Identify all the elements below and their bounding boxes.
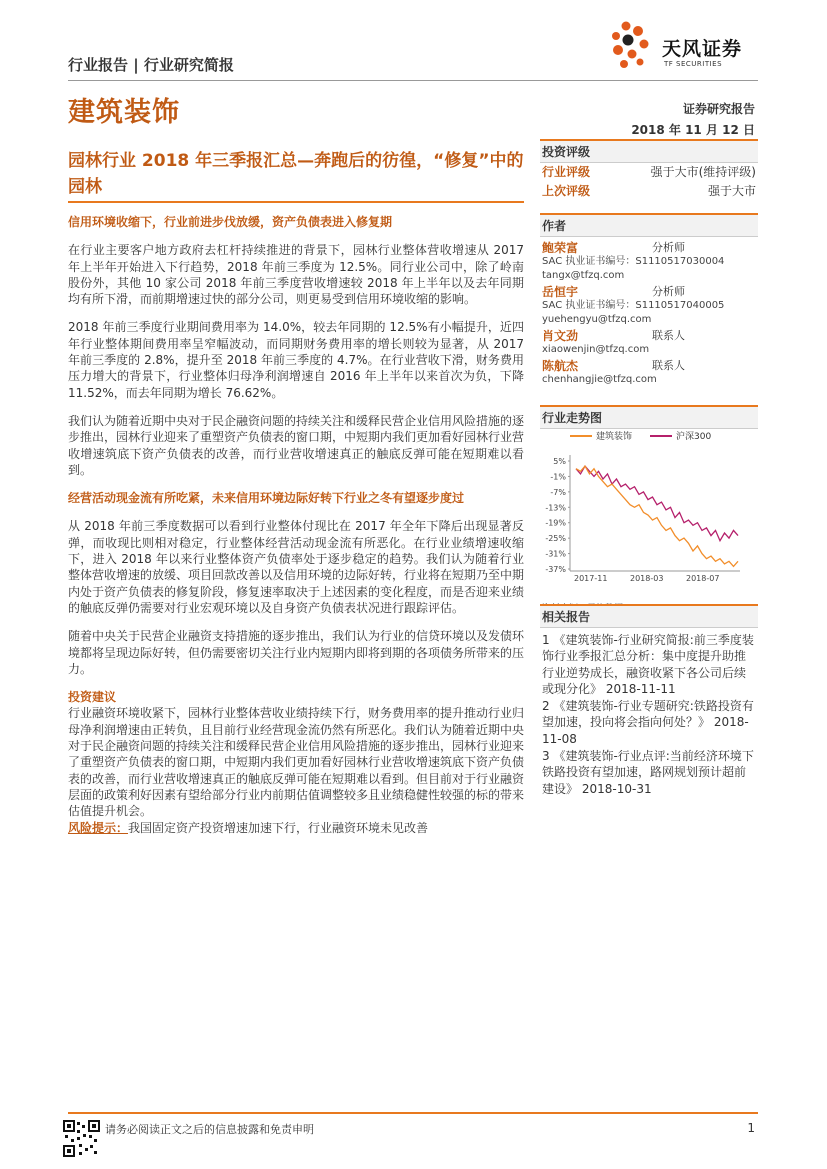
author-cert: SAC 执业证书编号：S1110517030004 [542, 256, 725, 267]
x-tick-label: 2018-03 [630, 574, 664, 583]
related-item-date: 2018-11-11 [605, 681, 676, 696]
trend-section-title: 行业走势图 [540, 405, 758, 429]
risk-label: 风险提示： [68, 820, 129, 835]
industry-rating-label: 行业评级 [542, 165, 591, 179]
paragraph: 2018 年前三季度行业期间费用率为 14.0%，较去年同期的 12.5%有小幅提升，近四年行业整体期间费用率呈窄幅波动，而同期财务费用率的增长则较为显著，从 2017 年前三季度的 2.8%，提升至 2018 年前三季度的 4.7%。在行业营收下滑，财务费用压力增大的背景下，行业整体归母净利润增速自 2016 年上半年以来首次为负，下降 11.52%，而去年同期为增长 76.62%。 [68, 320, 524, 400]
author-email[interactable]: xiaowenjin@tfzq.com [542, 344, 650, 355]
report-date: 2018 年 11 月 12 日 [631, 123, 755, 137]
tf-securities-logo [608, 20, 768, 72]
paragraph: 随着中央关于民营企业融资支持措施的逐步推出，我们认为行业的信贷环境以及发债环境都将呈现边际好转，但仍需要密切关注行业内短期内即将到期的各项债务所带来的压力。 [68, 629, 525, 676]
related-item[interactable] [542, 748, 756, 797]
related-item[interactable] [542, 632, 756, 697]
logo-text: 天风证券 [662, 38, 743, 60]
risk-text: 我国固定资产投资增速加速下行，行业融资环境未见改善 [128, 820, 429, 835]
related-list [540, 628, 758, 797]
title-divider [68, 201, 524, 203]
related-item-text: 1 《建筑装饰-行业研究简报:前三季度装饰行业季报汇总分析：集中度提升助推行业逆势成长，融资收紧下各公司后续或现分化》 [542, 633, 754, 696]
author-name: 肖文劲 [542, 329, 579, 343]
related-item[interactable] [542, 698, 756, 747]
prev-rating-label: 上次评级 [542, 184, 591, 198]
author-entry [540, 329, 758, 357]
related-box [540, 604, 758, 798]
invest-heading: 投资建议 [68, 690, 117, 705]
author-role: 联系人 [652, 329, 685, 342]
x-tick-label: 2018-07 [686, 574, 720, 583]
author-role: 联系人 [652, 359, 685, 372]
authors-section-title: 作者 [540, 213, 758, 237]
header-divider [68, 80, 758, 81]
footer-disclaimer: 请务必阅读正文之后的信息披露和免责申明 [105, 1123, 314, 1136]
related-item-date: 2018-11-08 [542, 715, 749, 746]
y-tick-label: -37% [545, 565, 566, 574]
related-item-date: 2018-10-31 [581, 781, 652, 796]
paragraph: 我们认为随着近期中央对于民企融资问题的持续关注和缓释民营企业信用风险措施的逐步推出，园林行业迎来了重塑资产负债表的窗口期，中短期内我们更加看好园林行业营收增速筑底下资产负债表的改善，而行业营收增速真正的触底反弹可能在短期难以看到。 [68, 413, 525, 477]
author-entry [540, 359, 758, 387]
author-name: 鲍荣富 [542, 241, 579, 255]
rating-box [540, 139, 758, 201]
y-tick-label: 5% [553, 457, 566, 466]
related-section-title: 相关报告 [540, 604, 758, 628]
qr-code-icon [63, 1120, 100, 1157]
page-number: 1 [747, 1121, 755, 1135]
paragraph: 在行业主要客户地方政府去杠杆持续推进的背景下，园林行业整体营收增速从 2017 年上半年开始进入下行趋势，2018 年前三季度为 12.5%。同行业公司中，除了岭南股份外，其他 10 家公司 2018 年前三季度营收增速较 2018 年上半年以及去年同期均有所下滑，而前期增速过快的部分公司，则更易受到信用环境收缩的影响。 [68, 243, 524, 307]
author-name: 岳恒宇 [542, 285, 579, 299]
series-line-construction [576, 466, 738, 566]
y-tick-label: -19% [545, 518, 566, 528]
trend-chart [540, 429, 758, 599]
report-category: 行业报告 | 行业研究简报 [68, 56, 234, 74]
sector-title: 建筑装饰 [68, 97, 180, 128]
prev-rating-value: 强于大市 [707, 184, 756, 198]
risk-warning [68, 820, 524, 836]
section-heading: 经营活动现金流有所吃紧，未来信用环境边际好转下行业之冬有望逐步度过 [68, 491, 465, 506]
author-role: 分析师 [652, 285, 685, 298]
main-body [68, 214, 524, 836]
related-item-text: 2 《建筑装饰-行业专题研究:铁路投资有望加速，投向将会指向何处？》 [542, 699, 754, 730]
author-entry [540, 285, 758, 327]
logo-dots-icon [608, 20, 658, 72]
author-cert: SAC 执业证书编号：S1110517040005 [542, 300, 725, 311]
author-email[interactable]: chenhangjie@tfzq.com [542, 374, 657, 385]
author-email[interactable]: tangx@tfzq.com [542, 270, 625, 281]
trend-chart-svg [540, 429, 758, 583]
series-line-hs300 [576, 466, 738, 541]
paragraph: 行业融资环境收紧下，园林行业整体营收业绩持续下行，财务费用率的提升推动行业归母净利润增速由正转负，且目前行业经营现金流仍然有所恶化。我们认为随着近期中央对于民企融资问题的持续关注和缓释民营企业信用风险措施的逐步推出，园林行业迎来了重塑资产负债表的窗口期，中短期内我们更加看好园林行业营收增速筑底下资产负债表的改善，而行业营收增速真正的触底反弹可能在短期难以看到。但目前对于行业融资层面的政策利好因素有望给部分行业内前期估值调整较多且业绩稳健性较强的标的带来估值提升机会。 [68, 706, 525, 819]
y-tick-label: -13% [545, 503, 566, 513]
author-name: 陈航杰 [542, 359, 579, 373]
footer-divider [68, 1112, 758, 1114]
author-email[interactable]: yuehengyu@tfzq.com [542, 314, 652, 325]
industry-rating-value: 强于大市(维持评级) [650, 165, 756, 179]
report-title: 园林行业 2018 年三季报汇总—奔跑后的彷徨，“修复”中的园林 [68, 151, 524, 197]
logo-subtext: TF SECURITIES [664, 60, 723, 68]
authors-box [540, 213, 758, 387]
section-heading: 信用环境收缩下，行业前进步伐放缓，资产负债表进入修复期 [68, 215, 393, 229]
y-tick-label: -1% [550, 472, 566, 482]
paragraph: 从 2018 年前三季度数据可以看到行业整体付现比在 2017 年全年下降后出现显著反弹，而收现比则相对稳定，行业整体经营活动现金流有所恶化。在行业业绩增速收缩下，进入 2018 年以来行业整体资产负债率处于逐步稳定的趋势。我们认为随着行业整体营收增速的放缓、项目回款改善以及信用环境的边际好转，行业将在短期乃至中期内处于资产负债表的修复阶段，修复速率取决于上述因素的变化程度，而是否迎来业绩的触底反弹仍需要对行业宏观环境以及自身资产负债表状况进行跟踪评估。 [68, 519, 525, 615]
y-tick-label: -7% [550, 487, 566, 497]
author-role: 分析师 [652, 241, 685, 254]
report-type: 证券研究报告 [682, 102, 755, 116]
legend-label: 建筑装饰 [596, 432, 633, 442]
prev-rating-row [540, 182, 758, 201]
related-item-text: 3 《建筑装饰-行业点评:当前经济环境下铁路投资有望加速，路网规划预计超前建设》 [542, 749, 754, 796]
y-tick-label: -31% [545, 549, 566, 559]
author-entry [540, 241, 758, 283]
y-tick-label: -25% [545, 534, 566, 544]
rating-section-title: 投资评级 [540, 139, 758, 163]
x-tick-label: 2017-11 [574, 574, 608, 583]
legend-label: 沪深300 [676, 432, 712, 442]
trend-box [540, 405, 758, 614]
industry-rating-row [540, 163, 758, 182]
